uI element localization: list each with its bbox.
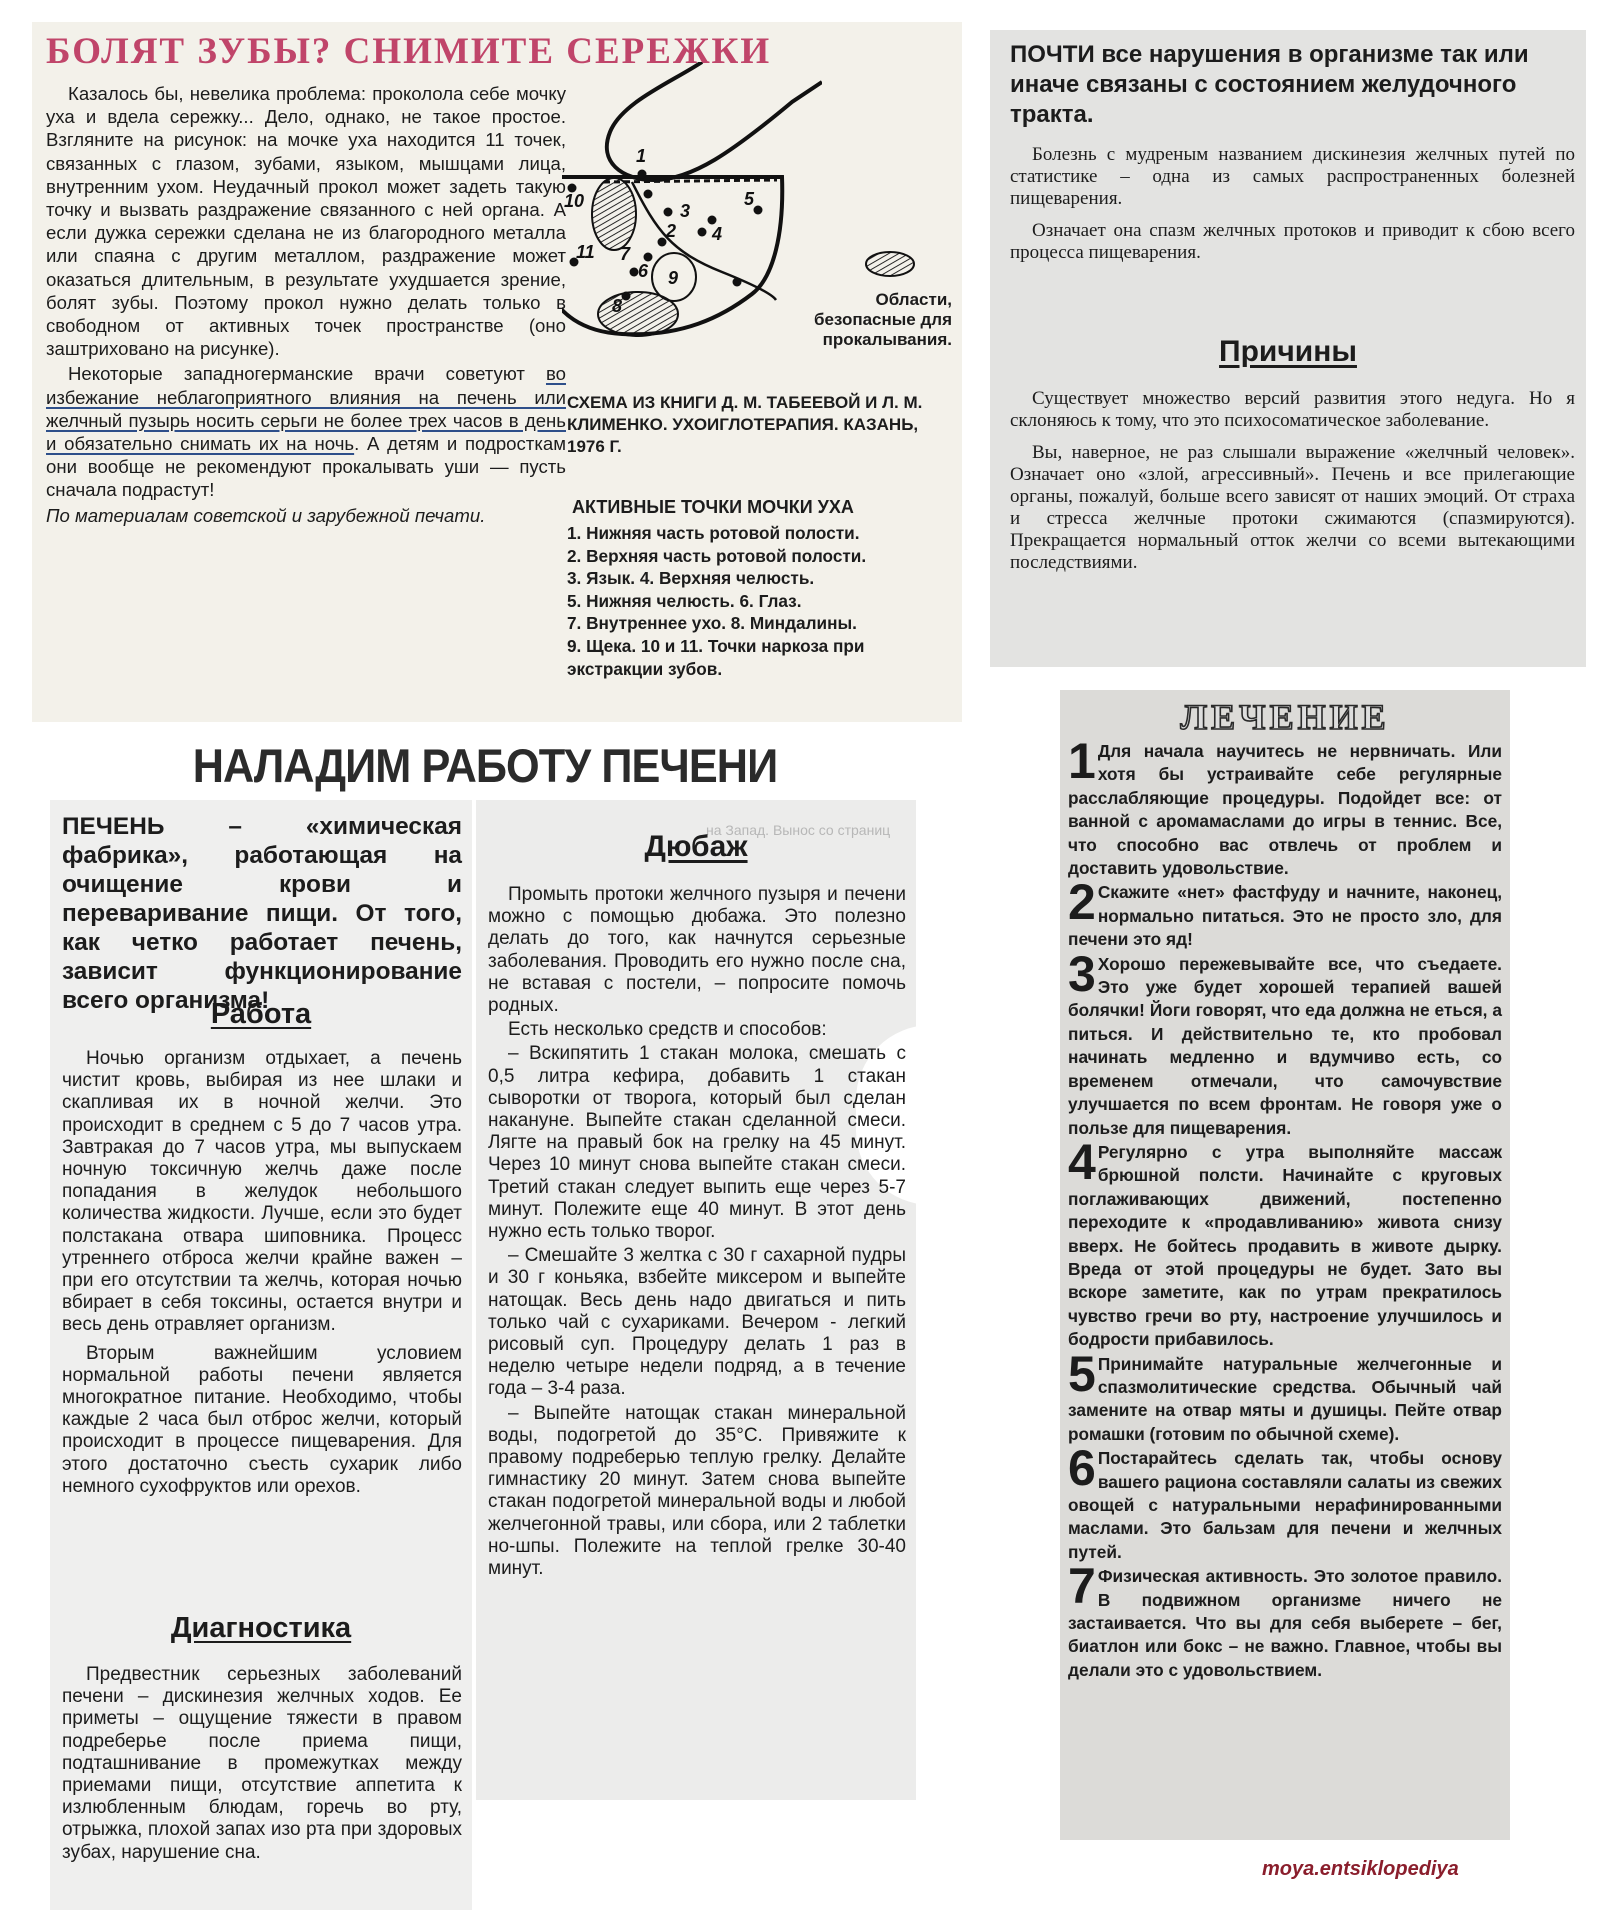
tubage-text (488, 884, 906, 1582)
tip-number: 1 (1068, 733, 1096, 789)
diagnostics-heading: Диагностика (170, 1612, 352, 1644)
tip-text: Регулярно с утра выполняйте массаж брюшной полсти. Начинайте с круговых поглаживающих движений, постепенно переходите к «продавливанию» живота снизу вверх. Не бойтесь продавить в животе дырку. Вреда от этой процедуры не будет. Зато вы вскоре заметите, как по утрам прекратилось чувство гречи во рту, настроение улучшилось и бодрости прибавилось. (1068, 1141, 1502, 1350)
treatment-item-5 (1068, 1345, 1502, 1447)
work-paragraph-2: Вторым важнейшим условием нормальной работы печени является многократное питание. Необходимо, чтобы каждые 2 часа был отброс желчи, который происходит в процессе пищеварения. Для этого достаточно съесть сухарик либо немного сухофруктов или орехов. (62, 1342, 462, 1497)
safe-area-legend-icon (864, 250, 916, 278)
tip-number: 7 (1068, 1558, 1096, 1615)
point-label-6: 6 (638, 261, 649, 281)
point-label-2: 2 (666, 221, 677, 241)
list-item: 2. Верхняя часть ротовой полости. (567, 545, 867, 566)
stomach-clipping (990, 30, 1586, 667)
earlobe-diagram (562, 62, 822, 402)
point-label-3: 3 (680, 201, 691, 221)
treatment-item-2 (1068, 874, 1502, 951)
diagnostics-text (62, 1664, 462, 1870)
tip-number: 5 (1068, 1345, 1096, 1402)
point-label-1: 1 (636, 146, 647, 166)
point-label-10: 10 (564, 191, 585, 211)
tip-text: Принимайте натуральные желчегонные и спазмолитические средства. Обычный чай замените на отвар мяты и душицы. Пейте отвар ромашки (готовим по обычной схеме). (1068, 1353, 1502, 1444)
tip-number: 6 (1068, 1440, 1096, 1497)
list-item: 5. Нижняя челюсть. 6. Глаз. (567, 590, 802, 611)
list-item: 7. Внутреннее ухо. 8. Миндалины. (567, 613, 857, 634)
stomach-lead: ПОЧТИ все нарушения в организме так или иначе связаны с состоянием желудочного тракта. (1010, 41, 1529, 128)
list-item: 3. Язык. 4. Верхняя челюсть. (567, 568, 815, 589)
tip-text: Для начала научитесь не нервничать. Или хотя бы устраивайте себе регулярные расслабляющие процедуры. Подойдет все: от ванной с аромамаслами до игры в теннис. Все, что способно вас отвлечь от проблем и доставить удовольствие. (1068, 741, 1502, 879)
work-paragraph-1: Ночью организм отдыхает, а печень чистит кровь, выбирая из нее шлаки и скапливая их в ночной желчи. Это происходит в среднем с 5 до 7 часов утра. Завтракая до 7 часов утра, мы выпускаем ночную токсичную желчь даже после попадания в желудок небольшого количества жидкости. Лучше, если это будет полстакана отвара шиповника. Процесс утреннего отброса желчи крайне важен – при его отсутствии та желчь, которая ночью вбирает в себя токсины, остается внутри и весь день отравляет организм. (62, 1048, 462, 1336)
diagnostics-paragraph: Предвестник серьезных заболеваний печени – дискинезия желчных ходов. Ее приметы – ощущение тяжести в правом подреберье после приема пищи, подташнивание в промежутках между приемами пищи, отсутствие аппетита к излюбленным блюдам, горечь во рту, отрыжка, плохой запах изо рта при здоровых зубах, нарушение сна. (62, 1664, 462, 1863)
point-label-7: 7 (620, 244, 631, 264)
earrings-article-text (46, 82, 566, 529)
site-watermark: moya.entsiklopediya (1262, 1858, 1459, 1880)
tubage-paragraph-5: – Выпейте натощак стакан минеральной воды, подогретой до 35°С. Привяжите к правому подреберью теплую грелку. Делайте гимнастику 20 минут. Затем снова выпейте стакан подогретой минеральной воды и любой желчегонной травы, или сбора, или 2 таблетки но-шпы. Полежите на теплой грелке 30-40 минут. (488, 1402, 906, 1580)
tip-text: Хорошо пережевывайте все, что съедаете. Это уже будет хорошей терапией вашей болячки! Йоги говорят, что еда должна не еться, а питься. И действительно те, кто пробовал начинать медленно и вдумчиво есть, со временем отмечали, что самочувствие улучшается по всем фронтам. Не говоря уже о пользе для пищеварения. (1068, 953, 1502, 1138)
stomach-intro-text (1010, 144, 1575, 274)
active-points-list (567, 522, 952, 680)
earrings-paragraph-1: Казалось бы, невелика проблема: проколола себе мочку уха и вдела сережку... Дело, однако, не такое простое. Взгляните на рисунок: на мочке уха находится 11 точек, связанных с глазом, зубами, языком, мышцами лица, внутренним ухом. Неудачный прокол может задеть такую точку и вызвать раздражение связанного с ней органа. А если дужка сережки сделана не из благородного металла или спаяна с другим металлом, раздражение может оказаться длительным, в результате ухудшается зрение, болят зубы. Поэтому прокол нужно делать только в свободном от активных точек пространстве (оно заштриховано на рисунке). (46, 83, 566, 360)
diagram-legend: Области, безопасные для прокалывания. (813, 290, 952, 349)
earrings-source-note: По материалам советской и зарубежной печати. (46, 504, 486, 526)
tip-number: 2 (1068, 874, 1096, 931)
point-label-4: 4 (712, 224, 723, 244)
faded-bleedthrough-text: на Запад. Вынос со страниц (706, 822, 891, 838)
tubage-paragraph-2: Есть несколько средств и способов: (508, 1019, 827, 1041)
stomach-paragraph-1: Болезнь с мудреным названием дискинезия желчных путей по статистике – одна из самых распространенных болезней пищеварения. (1010, 144, 1575, 209)
list-item: 1. Нижняя часть ротовой полости. (567, 523, 860, 543)
tip-text: Постарайтесь сделать так, чтобы основу вашего рациона составляли салаты из свежих овощей с натуральными нерафинированными маслами. Это бальзам для печени и желчных путей. (1068, 1448, 1502, 1562)
tubage-clipping (476, 800, 916, 1800)
stomach-paragraph-2: Означает она спазм желчных протоков и приводит к сбою всего процесса пищеварения. (1010, 220, 1575, 263)
work-heading: Работа (210, 998, 312, 1030)
list-item: 9. Щека. 10 и 11. Точки наркоза при экстракции зубов. (567, 635, 865, 679)
treatment-item-7 (1068, 1558, 1502, 1682)
scheme-caption: СХЕМА ИЗ КНИГИ Д. М. ТАБЕЕВОЙ И Л. М. КЛИМЕНКО. УХОИГЛОТЕРАПИЯ. КАЗАНЬ, 1976 Г. (567, 393, 923, 456)
stomach-paragraph-3: Существует множество версий развития этого недуга. Но я склоняюсь к тому, что это психосоматическое заболевание. (1010, 388, 1575, 431)
tip-text: Физическая активность. Это золотое правило. В подвижном организме ничего не застаивается. Что вы для себя выберете – бег, биатлон или бокс – не важно. Главное, чтобы вы делали это с удовольствием. (1068, 1566, 1502, 1680)
point-label-5: 5 (744, 189, 755, 209)
active-points-title: АКТИВНЫЕ ТОЧКИ МОЧКИ УХА (572, 497, 854, 517)
underlined-advice: во избежание неблагоприятного влияния на печень или желчный пузырь носить серьги не более трех часов в день и обязательно снимать их на ночь (46, 363, 566, 455)
causes-text (1010, 388, 1575, 584)
safe-area-upper (592, 178, 636, 250)
tip-number: 4 (1068, 1133, 1096, 1190)
treatment-item-1 (1068, 733, 1502, 880)
tubage-paragraph-4: – Смешайте 3 желтка с 30 г сахарной пудры и 30 г коньяка, взбейте миксером и выпейте натощак. Весь день надо двигаться и пить только чай с сухариками. Вечером - легкий рисовый суп. Процедуру делать 1 раз в неделю четыре недели подряд, а в течение года – 3-4 раза. (488, 1245, 906, 1400)
tubage-paragraph-3: – Вскипятить 1 стакан молока, смешать с 0,5 литра кефира, добавить 1 стакан сыворотки от творога, который был сделан накануне. Выпейте стакан сделанной смеси. Лягте на правый бок на грелку на 45 минут. Через 10 минут снова выпейте стакан смеси. Третий стакан следует выпить еще через 5-7 минут. Полежите еще 40 минут. В этот день нужно есть только творог. (488, 1043, 906, 1243)
point-label-11: 11 (576, 242, 595, 262)
tip-text: Скажите «нет» фастфуду и начните, наконец, нормально питаться. Это не просто зло, для печени это яд! (1068, 882, 1502, 950)
treatment-item-6 (1068, 1440, 1502, 1564)
treatment-list (1068, 733, 1502, 1683)
treatment-item-3 (1068, 945, 1502, 1140)
earrings-clipping (32, 22, 962, 722)
work-text (62, 1048, 462, 1504)
tip-number: 3 (1068, 945, 1096, 1002)
treatment-title: ЛЕЧЕНИЕ (1180, 697, 1390, 737)
treatment-clipping (1060, 690, 1510, 1840)
liver-lead: ПЕЧЕНЬ – «химическая фабрика», работающая на очищение крови и переваривание пищи. От того, как четко работает печень, зависит функционирование всего организма! (62, 813, 462, 1014)
earrings-headline: БОЛЯТ ЗУБЫ? СНИМИТЕ СЕРЕЖКИ (46, 31, 772, 72)
stomach-paragraph-4: Вы, наверное, не раз слышали выражение «желчный человек». Означает оно «злой, агрессивный». Печень и все прилегающие органы, пожалуй, больше всего зависят от наших эмоций. От страха и стресса желчные протоки сжимаются (спазмируются). Прекращается нормальный отток желчи со всеми вытекающими последствиями. (1010, 442, 1575, 573)
causes-heading: Причины (1219, 335, 1357, 368)
point-label-9: 9 (668, 268, 679, 288)
earrings-paragraph-2: Некоторые западногерманские врачи советуют во избежание неблагоприятного влияния на печень или желчный пузырь носить серьги не более трех часов в день и обязательно снимать их на ночь. А детям и подросткам они вообще не рекомендуют прокалывать уши — пусть сначала подрастут! (46, 363, 566, 501)
treatment-item-4 (1068, 1133, 1502, 1352)
point-label-8: 8 (612, 296, 623, 316)
tubage-heading: Дюбаж (644, 830, 748, 863)
tubage-paragraph-1: Промыть протоки желчного пузыря и печени можно с помощью дюбажа. Это полезно делать до того, как начнутся серьезные заболевания. Проводить его нужно после сна, не вставая с постели, – попросите помочь родных. (488, 884, 906, 1017)
liver-clipping (50, 800, 472, 1910)
liver-headline: НАЛАДИМ РАБОТУ ПЕЧЕНИ (192, 739, 778, 792)
